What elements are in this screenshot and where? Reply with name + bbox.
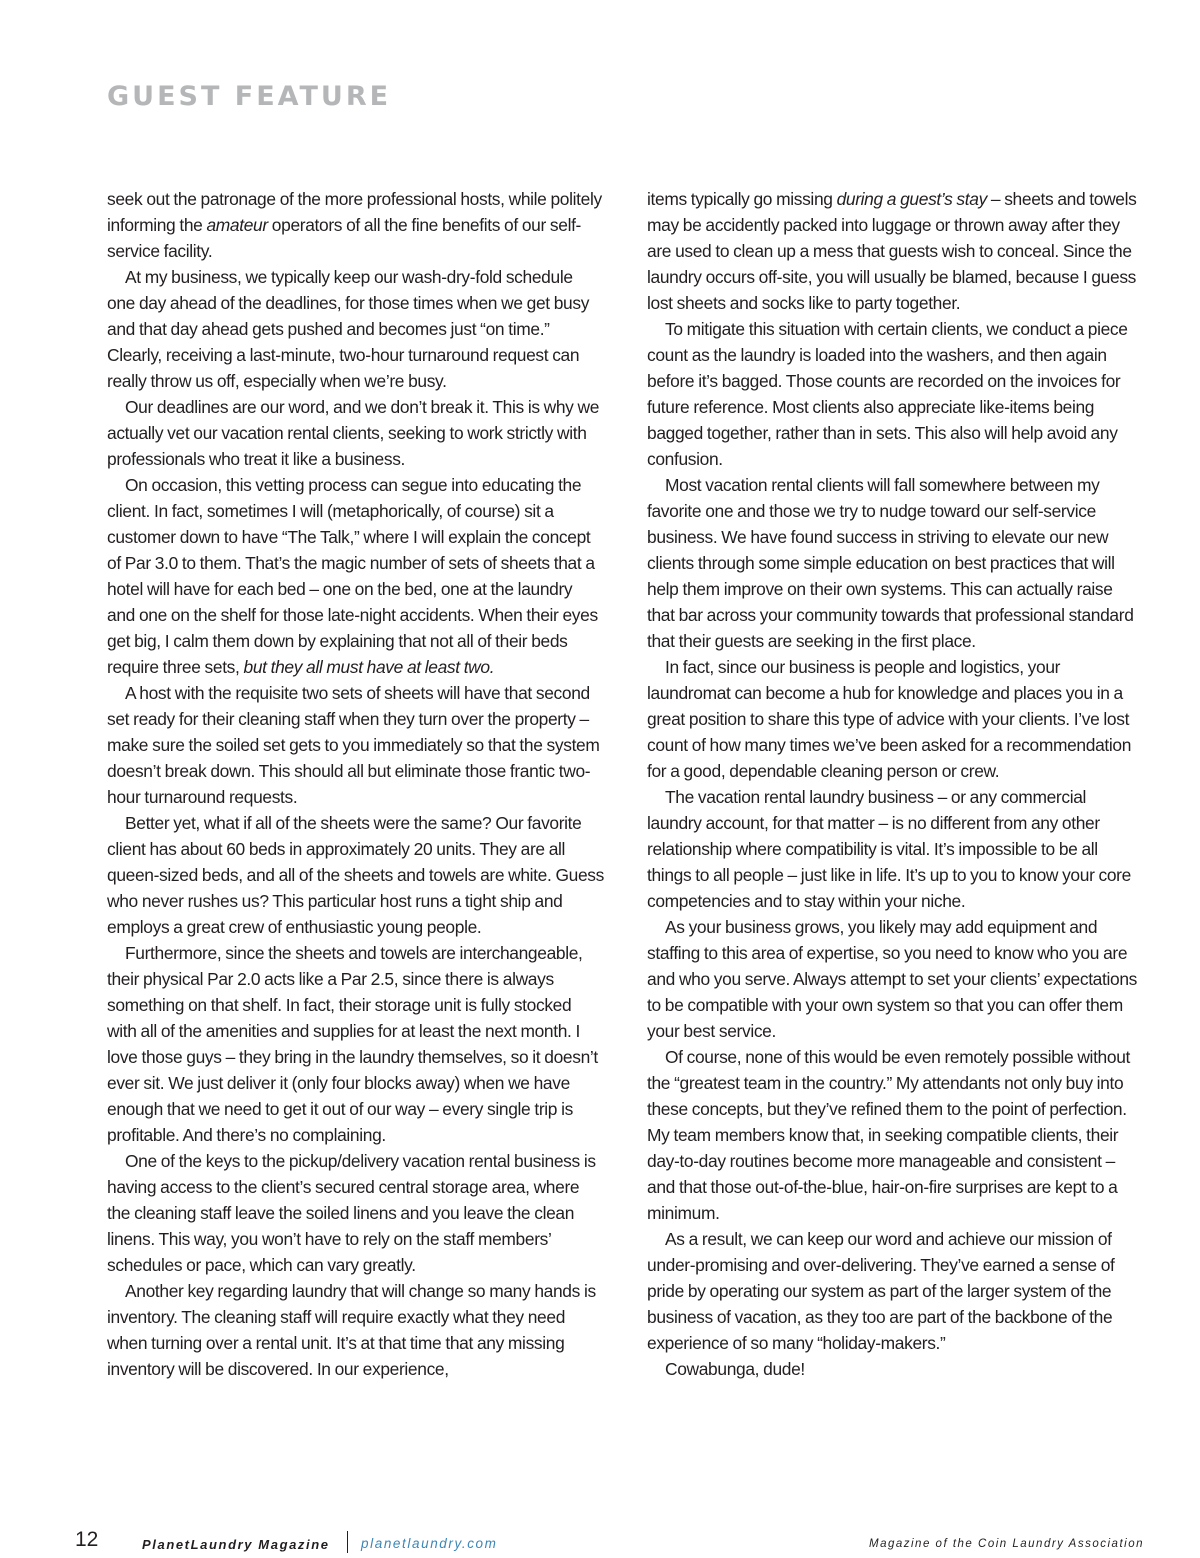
article-paragraph (647, 1044, 1144, 1226)
paragraph-text: items typically go missing (647, 189, 837, 209)
article-paragraph (107, 940, 604, 1148)
article-paragraph (647, 472, 1144, 654)
footer-divider (347, 1531, 348, 1553)
article-paragraph (107, 1278, 604, 1382)
page-number: 12 (75, 1528, 99, 1551)
emphasis-text: during a guest’s stay (836, 189, 987, 209)
article-paragraph (107, 810, 604, 940)
paragraph-text: Cowabunga, dude! (665, 1359, 805, 1379)
article-paragraph (107, 394, 604, 472)
paragraph-text: Another key regarding laundry that will change so many hands is inventory. The cleaning staff will require exactly what they need when turning over a rental unit. It’s at that time that any missing inventory will be discovered. In our experience, (107, 1281, 596, 1379)
emphasis-text: amateur (206, 215, 268, 235)
paragraph-text: In fact, since our business is people and logistics, your laundromat can become a hub for knowledge and places you in a great position to share this type of advice with your clients. I’ve lost count of how many times we’ve been asked for a recommendation for a good, dependable cleaning person or crew. (647, 657, 1132, 781)
paragraph-text: Better yet, what if all of the sheets were the same? Our favorite client has about 60 beds in approximately 20 units. They are all queen-sized beds, and all of the sheets and towels are white. Guess who never rushes us? This particular host runs a tight ship and employs a great crew of enthusiastic young people. (107, 813, 604, 937)
article-paragraph (107, 680, 604, 810)
footer-url-link[interactable]: planetlaundry.com (361, 1536, 498, 1551)
paragraph-text: seek out the patronage of the more professional hosts, while politely informing the (107, 189, 602, 235)
paragraph-text: Furthermore, since the sheets and towels are interchangeable, their physical Par 2.0 acts like a Par 2.5, since there is always something on that shelf. In fact, their storage unit is fully stocked with all of the amenities and supplies for at least the next month. I love those guys – they bring in the laundry themselves, so it doesn’t ever sit. We just deliver it (only four blocks away) when we have enough that we need to get it out of our way – every single trip is profitable. And there’s no complaining. (107, 943, 598, 1145)
paragraph-text: As a result, we can keep our word and achieve our mission of under-promising and over-delivering. They’ve earned a sense of pride by operating our system as part of the larger system of the business of vacation, as they too are part of the backbone of the experience of so many “holiday-makers.” (647, 1229, 1115, 1353)
paragraph-text: On occasion, this vetting process can segue into educating the client. In fact, sometimes I will (metaphorically, of course) sit a customer down to have “The Talk,” where I will explain the concept of Par 3.0 to them. That’s the magic number of sets of sheets that a hotel will have for each bed – one on the bed, one at the laundry and one on the shelf for those late-night accidents. When their eyes get big, I calm them down by explaining that not all of their beds require three sets, (107, 475, 598, 677)
magazine-name: PlanetLaundry Magazine (142, 1537, 330, 1552)
article-paragraph (647, 316, 1144, 472)
article-paragraph (647, 186, 1144, 316)
paragraph-text: One of the keys to the pickup/delivery vacation rental business is having access to the client’s secured central storage area, where the cleaning staff leave the soiled linens and you leave the clean linens. This way, you won’t have to rely on the staff members’ schedules or pace, which can vary greatly. (107, 1151, 596, 1275)
article-column-left (107, 186, 604, 1382)
article-paragraph (647, 654, 1144, 784)
article-paragraph (107, 1148, 604, 1278)
paragraph-text: To mitigate this situation with certain clients, we conduct a piece count as the laundry is loaded into the washers, and then again before it’s bagged. Those counts are recorded on the invoices for future reference. Most clients also appreciate like-items being bagged together, rather than in sets. This also will help avoid any confusion. (647, 319, 1128, 469)
article-paragraph (647, 784, 1144, 914)
footer-tagline: Magazine of the Coin Laundry Association (868, 1538, 1144, 1550)
paragraph-text: A host with the requisite two sets of sheets will have that second set ready for their cleaning staff when they turn over the property – make sure the soiled set gets to you immediately so that the system doesn’t break down. This should all but eliminate those frantic two-hour turnaround requests. (107, 683, 600, 807)
section-title: GUEST FEATURE (107, 81, 392, 112)
emphasis-text: but they all must have at least two. (243, 657, 495, 677)
article-paragraph (107, 264, 604, 394)
page-footer (0, 1525, 1200, 1557)
paragraph-text: The vacation rental laundry business – or any commercial laundry account, for that matter – is no different from any other relationship where compatibility is vital. It’s impossible to be all things to all people – just like in life. It’s up to you to know your core competencies and to stay within your niche. (647, 787, 1131, 911)
paragraph-text: – sheets and towels may be accidently packed into luggage or thrown away after they are used to clean up a mess that guests wish to conceal. Since the laundry occurs off-site, you will usually be blamed, because I guess lost sheets and socks like to party together. (647, 189, 1137, 313)
paragraph-text: Of course, none of this would be even remotely possible without the “greatest team in the country.” My attendants not only buy into these concepts, but they’ve refined them to the point of perfection. My team members know that, in seeking compatible clients, their day-to-day routines become more manageable and consistent – and that those out-of-the-blue, hair-on-fire surprises are kept to a minimum. (647, 1047, 1130, 1223)
article-paragraph (647, 1226, 1144, 1356)
paragraph-text: Our deadlines are our word, and we don’t break it. This is why we actually vet our vacation rental clients, seeking to work strictly with professionals who treat it like a business. (107, 397, 600, 469)
article-paragraph (647, 914, 1144, 1044)
paragraph-text: At my business, we typically keep our wash-dry-fold schedule one day ahead of the deadlines, for those times when we get busy and that day ahead gets pushed and becomes just “on time.” Clearly, receiving a last-minute, two-hour turnaround request can really throw us off, especially when we’re busy. (107, 267, 590, 391)
article-paragraph (647, 1356, 1144, 1382)
article-paragraph (107, 472, 604, 680)
article-paragraph (107, 186, 604, 264)
paragraph-text: As your business grows, you likely may add equipment and staffing to this area of expertise, so you need to know who you are and who you serve. Always attempt to set your clients’ expectations to be compatible with your own system so that you can offer them your best service. (647, 917, 1137, 1041)
paragraph-text: operators of all the fine benefits of our self-service facility. (107, 215, 582, 261)
paragraph-text: Most vacation rental clients will fall somewhere between my favorite one and those we try to nudge toward our self-service business. We have found success in striving to elevate our new clients through some simple education on best practices that will help them improve on their own systems. This can actually raise that bar across your community towards that professional standard that their guests are seeking in the first place. (647, 475, 1134, 651)
article-column-right (647, 186, 1144, 1382)
